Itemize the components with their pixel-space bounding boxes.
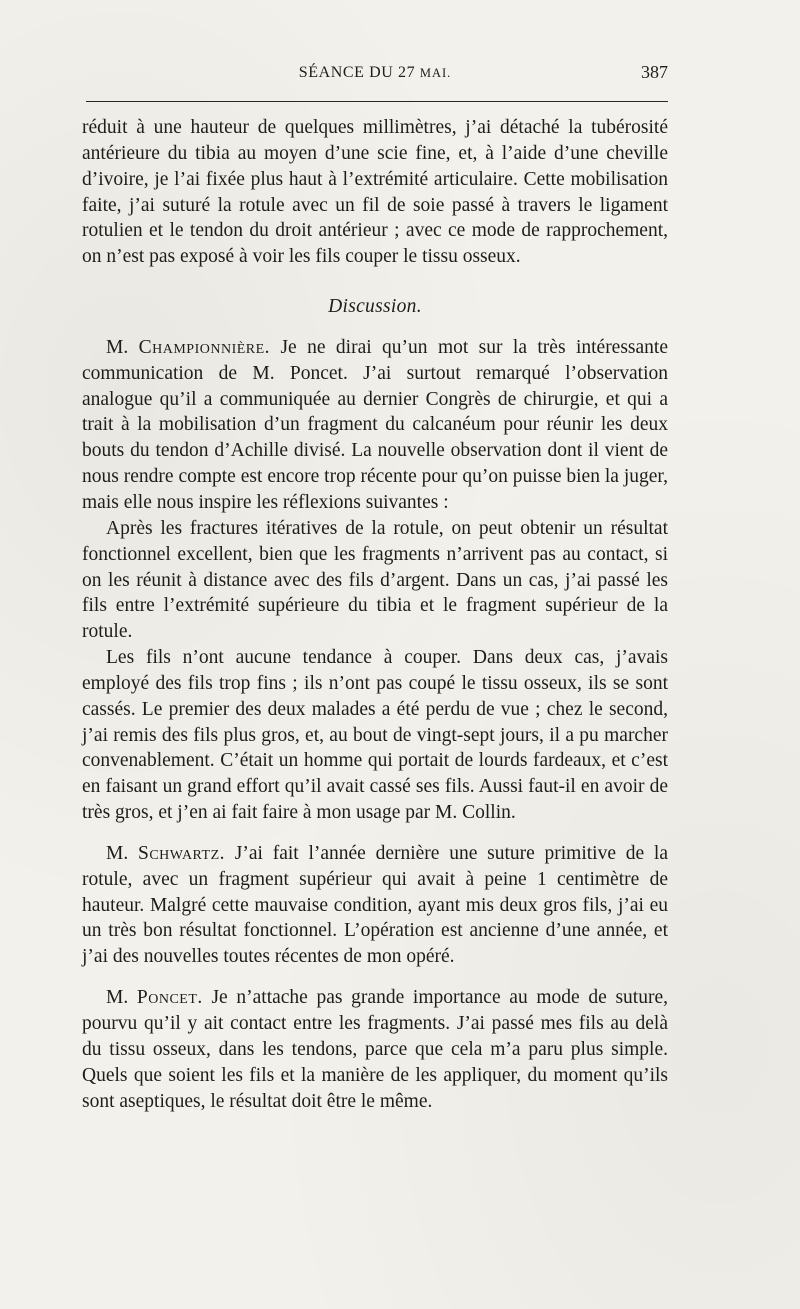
speaker-name: Poncet. (136, 987, 203, 1009)
running-head-prefix: SÉANCE DU 27 (298, 64, 420, 81)
continuation-paragraph: Après les fractures itératives de la rotule, on peut obtenir un résultat fonctionnel excellent, bien que les fragments n’arrivent pas au contact, si on les réunit à distance avec des fils d’argent. Dans un cas, j’ai passé les fils entre l’extrémité supérieure du tibia et le fragment supérieur de la rotule. (82, 517, 668, 643)
continuation-paragraph: Les fils n’ont aucune tendance à couper. Dans deux cas, j’avais employé des fils trop fins ; ils n’ont pas coupé le tissu osseux, ils se sont cassés. Le premier des deux malades a été perdu de vue ; chez le second, j’ai remis des fils plus gros, et, au bout de vingt-sept jours, il a pu marcher convenablement. C’était un homme qui portait de lourds fardeaux, et c’est en faisant un grand effort qu’il avait cassé ses fils. Aussi faut-il en avoir de très gros, et j’en ai fait faire à mon usage par M. Collin. (82, 647, 668, 824)
speaker-text: J’ai fait l’année dernière une suture primitive de la rotule, avec un fragment supérieur qui avait à peine 1 centimètre de hauteur. Malgré cette mauvaise condition, ayant mis deux gros fils, j’ai eu un très bon résultat fonctionnel. L’opération est ancienne d’une année, et j’ai des nouvelles toutes récentes de mon opéré. (82, 842, 668, 968)
section-title: Discussion. (328, 296, 422, 318)
salutation: M. (106, 842, 138, 864)
intro-paragraph: réduit à une hauteur de quelques millimètres, j’ai détaché la tubérosité antérieure du tibia au moyen d’une scie fine, et, à l’aide d’une cheville d’ivoire, je l’ai fixée plus haut à l’extrémité articulaire. Cette mobilisation faite, j’ai suturé la rotule avec un fil de soie passé à travers le ligament rotulien et le tendon du droit antérieur ; avec ce mode de rapprochement, on n’est pas exposé à voir les fils couper le tissu osseux. (82, 117, 668, 268)
salutation: M. (106, 987, 137, 1009)
speaker-paragraph-poncet (82, 985, 668, 1114)
speaker-name: Championnière. (138, 336, 271, 358)
header-rule (86, 101, 668, 102)
speaker-paragraph-championniere (82, 335, 668, 516)
speaker-text: Je n’attache pas grande importance au mode de suture, pourvu qu’il y ait contact entre les fragments. J’ai passé mes fils au delà du tissu osseux, dans les tendons, parce que cela m’a paru plus simple. Quels que soient les fils et la manière de les appliquer, du moment qu’ils sont aseptiques, le résultat doit être le même. (82, 987, 668, 1112)
body-text (82, 115, 668, 1114)
speaker-text: Je ne dirai qu’un mot sur la très intéressante communication de M. Poncet. J’ai surtout remarqué l’observation analogue qu’il a communiquée au dernier Congrès de chirurgie, et qui a trait à la mobilisation d’un fragment du calcanéum pour réunir les deux bouts du tendon d’Achille divisé. La nouvelle observation dont il vient de nous rendre compte est encore trop récente pour qu’on puisse bien la juger, mais elle nous inspire les réflexions suivantes : (82, 336, 668, 513)
speaker-paragraph-schwartz (82, 841, 668, 970)
page-header (82, 62, 668, 88)
running-head (82, 64, 668, 82)
running-head-month: MAI. (419, 66, 452, 80)
page-number: 387 (641, 62, 668, 82)
speaker-name: Schwartz. (137, 842, 226, 864)
salutation: M. (106, 336, 139, 358)
